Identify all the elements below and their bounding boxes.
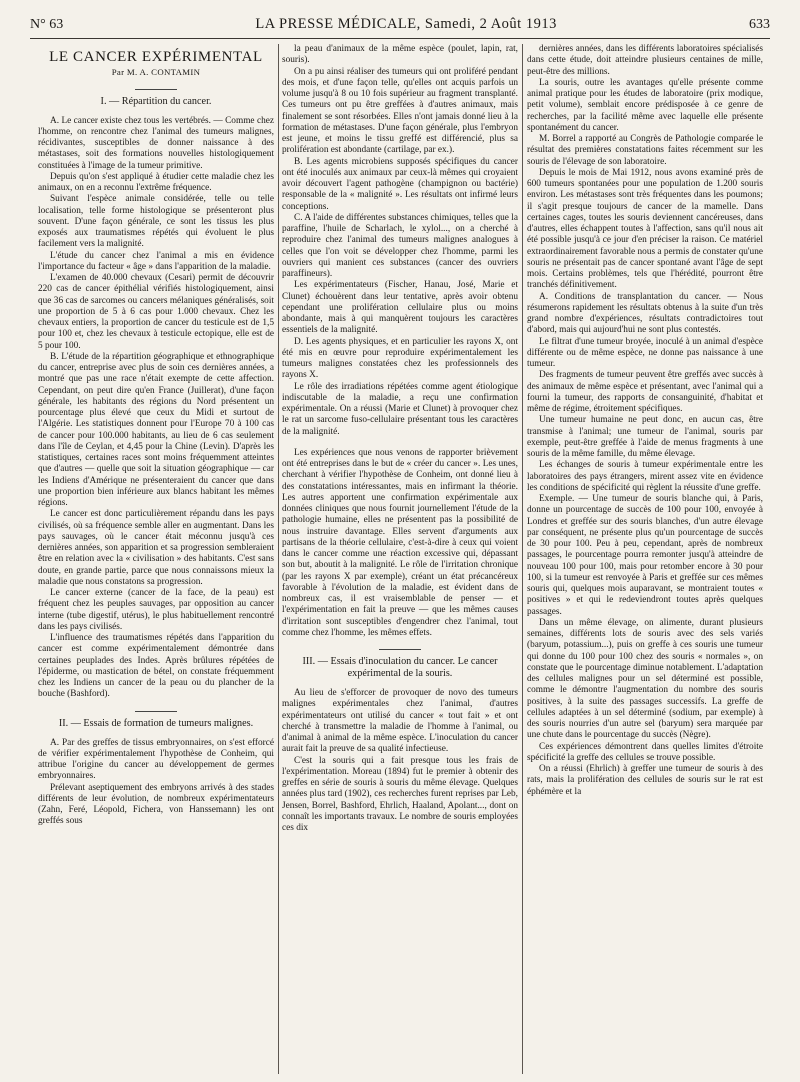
paragraph: La souris, outre les avantages qu'elle présente comme animal pratique pour les études de laboratoire (prix modique, petit volume), semblait encore prédisposée à ce genre de recherches, par la facilité même avec laquelle elle présente spontanément du cancer. xyxy=(527,77,763,133)
section-heading-text: II. — Essais de formation de tumeurs malignes. xyxy=(58,717,254,729)
paragraph: Des fragments de tumeur peuvent être greffés avec succès à des animaux de même espèce et présentant, avec l'animal qui a fourni la tumeur, des rapports de consanguinité, d'habitat et même de régime, étroitement spécifiques. xyxy=(527,370,763,414)
paragraph: C'est la souris qui a fait presque tous les frais de l'expérimentation. Moreau (1894) fut le premier à obtenir des greffes en série de souris à souris du même élevage. Quelques années plus tard (1902), ces recherches furent reprises par Leb, Jensen, Borrel, Bashford, Ehrlich, Haaland, Apolant..., dont on connaît les importants travaux. Le nombre de souris employées ces dix xyxy=(282,755,518,833)
article-title: LE CANCER EXPÉRIMENTAL xyxy=(49,49,263,65)
paragraph: D. Les agents physiques, et en particulier les rayons X, ont été mis en œuvre pour reproduire expérimentalement les tumeurs malignes constatées chez les professionnels des rayons X. xyxy=(282,336,518,381)
paragraph: Les expériences que nous venons de rapporter brièvement ont été entreprises dans le but de « créer du cancer ». Les unes, cherchant à vérifier l'hypothèse de Conheim, ont donné lieu à des constatations intéressantes, mais en infirmant la théorie. Les autres apportent une confirmation expérimentale aux données cliniques que nous fournit journellement l'étude de la pathologie humaine, elles ne présentent pas la possibilité de nous instruire davantage. Elles servent d'arguments aux partisans de la théorie cellulaire, c'est-à-dire à ceux qui voient dans le cancer comme une réaction excessive qui, dépassant son but, aboutit à la malignité. Le rôle de l'irritation chronique (par les rayons X par exemple), créant un état précancéreux favorable à l'évolution de la maladie, est évident dans de nombreux cas, il est vraisemblable de penser — et l'expérimentation en fait la preuve — que les mêmes causes d'irritation sont susceptibles d'engendrer chez l'animal, tout comme chez l'homme, les mêmes effets. xyxy=(282,447,518,638)
paragraph: Le rôle des irradiations répétées comme agent étiologique indiscutable de la maladie, a reçu une confirmation expérimentale. On a réussi (Marie et Clunet) à provoquer chez le rat un sarcome fuso-cellulaire présentant tous les caractères de la malignité. xyxy=(282,381,518,437)
section-heading xyxy=(282,649,518,680)
paragraph: M. Borrel a rapporté au Congrès de Pathologie comparée le résultat des premières constatations faites récemment sur les souris de l'élevage de son laboratoire. xyxy=(527,134,763,167)
section-rule xyxy=(379,649,421,650)
paragraph: Suivant l'espèce animale considérée, telle ou telle localisation, telle forme histologique se présenteront plus souvent. D'une façon générale, ce sont les tissus les plus exposés aux traumatismes répétés qui évoluent le plus facilement vers la malignité. xyxy=(38,194,274,250)
paragraph: L'étude du cancer chez l'animal a mis en évidence l'importance du facteur « âge » dans l'apparition de la maladie. xyxy=(38,250,274,272)
section-rule xyxy=(135,711,177,712)
paragraph: A. Conditions de transplantation du cancer. — Nous résumerons rapidement les résultats obtenus à la suite d'un très grand nombre d'expériences, résultats contradictoires tout d'abord, mais qui aujourd'hui ne sont plus contestés. xyxy=(527,291,763,336)
section-heading-text: III. — Essais d'inoculation du cancer. Le cancer expérimental de la souris. xyxy=(302,656,498,679)
paragraph: A. Par des greffes de tissus embryonnaires, on s'est efforcé de vérifier expérimentalement l'hypothèse de Conheim, qui attribue l'origine du cancer au développement de germes embryonnaires. xyxy=(38,737,274,782)
column-3 xyxy=(527,44,763,1082)
paragraph: Une tumeur humaine ne peut donc, en aucun cas, être transmise à l'animal; une tumeur de l'animal, souris par exemple, peut-être greffée à l'aide de menus fragments à une souris de la même famille, du même élevage. xyxy=(527,415,763,459)
paragraph: Les expérimentateurs (Fischer, Hanau, José, Marie et Clunet) échouèrent dans leur tentative, après avoir obtenu cependant une prolifération cellulaire plus ou moins abondante, mais à qui manquèrent toujours les caractères essentiels de la malignité. xyxy=(282,280,518,336)
paragraph: Prélevant aseptiquement des embryons arrivés à des stades différents de leur évolution, de nombreux expérimentateurs (Zahn, Feré, Léopold, Fichera, von Hanssemann) les ont greffés sous xyxy=(38,782,274,827)
paragraph: L'influence des traumatismes répétés dans l'apparition du cancer est comme expérimentalement démontrée dans certaines peuplades des Indes. Après brûlures répétées de l'épiderme, ou mastication de bétel, on constate fréquemment chez les Indiens un cancer de la peau ou du plancher de la bouche (Bashford). xyxy=(38,633,274,700)
column-divider xyxy=(522,44,523,1074)
paragraph: B. L'étude de la répartition géographique et ethnographique du cancer, entreprise avec plus de soin ces dernières années, a montré que pas une race n'était exempte de cette affection. Cependant, on peut dire qu'en France (Juillerat), d'une façon générale, les habitants des régions du Nord présentent un pourcentage plus élevé que ceux du Midi et surtout de l'Algérie. Les statistiques donnent pour l'Europe 70 à 100 cas de cancer pour 100.000 habitants, au lieu de 6 cas seulement dans l'île de Ceylan, et 4,45 pour la Chine (Levin). D'après les statistiques, certaines races sont moins fréquemment atteintes que d'autres — quelle que soit la situation géographique — car les Indiens d'Amérique ne présenteraient du cancer que dans une proportion bien inférieure aux blancs habitant les mêmes régions. xyxy=(38,351,274,508)
paragraph: Le cancer est donc particulièrement répandu dans les pays civilisés, où sa fréquence semble aller en augmentant. Dans les pays sauvages, où le cancer était méconnu jusqu'à ces dernières années, son apparition et sa progression sembleraient être en relation avec la « civilisation » des habitants. C'est sans doute, en grande partie, parce que nous connaissons mieux la maladie que nous constatons sa progression. xyxy=(38,509,274,587)
paragraph: Dans un même élevage, on alimente, durant plusieurs semaines, différents lots de souris avec des sels variés (baryum, potassium...), puis on greffe à ces souris une tumeur qui donne du 100 pour 100 chez des souris « normales », on constate que le pourcentage diminue notablement. L'adaptation des cellules malignes pour un sel déterminé est possible, comme le démontre l'augmentation du nombre des souris positives, à la suite des passages successifs. La greffe de cellules adaptées à un sel déterminé (sodium, par exemple) à des souris nourries d'un autre sel (baryum) sera marquée par une chute dans le pourcentage du succès (Nègre). xyxy=(527,617,763,741)
column-2 xyxy=(282,44,518,1082)
paragraph: Exemple. — Une tumeur de souris blanche qui, à Paris, donne un pourcentage de succès de 100 pour 100, envoyée à Londres et greffée sur des souris blanches, d'un autre élevage par conséquent, ne présente plus qu'un pourcentage de succès de 30 pour 100. Peu à peu, cependant, après de nombreux passages, le pourcentage pourra remonter jusqu'à atteindre de nouveau 100 pour 100, mais pour retomber encore à 30 pour 100, si la tumeur est renvoyée à Paris et greffée sur ces mêmes souris qui, quelques mois auparavant, se montraient toutes « positives » et qui le redeviendront toutes après quelques passages. xyxy=(527,494,763,617)
section-heading-text: I. — Répartition du cancer. xyxy=(100,95,212,107)
page-header xyxy=(30,16,770,39)
paragraph: Au lieu de s'efforcer de provoquer de novo des tumeurs malignes expérimentales chez l'animal, d'autres expérimentateurs ont utilisé du cancer « tout fait » et ont cherché à transmettre la maladie de l'homme à l'animal, ou d'animal à animal de la même espèce. L'inoculation du cancer aurait fait la preuve de sa qualité infectieuse. xyxy=(282,688,518,755)
issue-number: N° 63 xyxy=(30,17,64,32)
paragraph: C. A l'aide de différentes substances chimiques, telles que la paraffine, l'huile de Scharlach, le xylol..., on a cherché à reproduire chez l'animal des tumeurs malignes analogues à celles que l'on voit se développer chez l'homme, parmi les ouvriers qui manient ces substances (cancer des ouvriers paraffineurs). xyxy=(282,212,518,279)
section-heading xyxy=(38,89,274,108)
paragraph-gap xyxy=(282,438,518,448)
paragraph: A. Le cancer existe chez tous les vertébrés. — Comme chez l'homme, on rencontre chez l'animal des tumeurs malignes, récidivantes, susceptibles de donner naissance à des métastases, soit des formations nouvelles histologiquement constituées à l'image de la tumeur primitive. xyxy=(38,115,274,171)
paragraph: Depuis le mois de Mai 1912, nous avons examiné près de 600 tumeurs spontanées pour une population de 1.200 souris environ. Les métastases sont très fréquentes dans les poumons; il s'agit presque toujours de cancer de la mamelle. Dans certaines cages, toutes les souris deviennent cancéreuses, dans d'autres, elles échappent toutes à l'affection, sans qu'il nous ait été possible jusqu'à ce jour d'en préciser la raison. Ce matériel extraordinairement favorable nous a permis de constater qu'une souris ne présentait pas de cancer spontané avant l'âge de sept mois. Certains problèmes, tels que l'hérédité, pourront être tranchés définitivement. xyxy=(527,167,763,291)
paragraph: Depuis qu'on s'est appliqué à étudier cette maladie chez les animaux, on en a reconnu l'extrême fréquence. xyxy=(38,171,274,193)
page-number: 633 xyxy=(749,17,770,32)
paragraph: Les échanges de souris à tumeur expérimentale entre les laboratoires des pays étrangers, mirent assez vite en évidence les conditions de spécificité qui règlent la réussite d'une greffe. xyxy=(527,460,763,493)
paragraph: Le filtrat d'une tumeur broyée, inoculé à un animal d'espèce différente ou de même espèce, ne donne pas naissance à une tumeur. xyxy=(527,336,763,369)
paragraph: On a pu ainsi réaliser des tumeurs qui ont proliféré pendant des mois, et d'une façon telle, qu'elles ont acquis parfois un volume jusqu'à 8 ou 10 fois supérieur au fragment transplanté. Ces tumeurs ont pu être greffées à d'autres animaux, mais finalement se sont résorbées. Elles n'ont jamais donné lieu à la formation de métastases. D'une façon générale, plus l'embryon est jeune, et moins le tissu greffé est différencié, plus sa prolifération est abondante (cartilage, par ex.). xyxy=(282,66,518,156)
journal-title: LA PRESSE MÉDICALE, Samedi, 2 Août 1913 xyxy=(255,16,557,32)
paragraph: dernières années, dans les différents laboratoires spécialisés dans cette étude, doit atteindre plusieurs centaines de mille, peut-être des millions. xyxy=(527,44,763,77)
paragraph: L'examen de 40.000 chevaux (Cesari) permit de découvrir 220 cas de cancer épithélial vérifiés histologiquement, ainsi que 36 cas de sarcomes ou cancers mélaniques généralisés, soit une proportion de 5 à 6 cas pour 1.000 chevaux. Chez les chevaux entiers, la proportion de cancer du testicule est de 1,5 pour 100 et, chez les chevaux à testicule ectopique, elle est de 5 pour 100. xyxy=(38,273,274,351)
paragraph: la peau d'animaux de la même espèce (poulet, lapin, rat, souris). xyxy=(282,44,518,66)
section-heading xyxy=(38,711,274,730)
column-1 xyxy=(38,44,274,1082)
paragraph: On a réussi (Ehrlich) à greffer une tumeur de souris à des rats, mais la prolifération des cellules de souris sur le rat est éphémère et la xyxy=(527,764,763,797)
paragraph: Le cancer externe (cancer de la face, de la peau) est fréquent chez les peuples sauvages, par opposition au cancer interne (tube digestif, utérus), le plus habituellement rencontré dans les pays civilisés. xyxy=(38,588,274,632)
column-divider xyxy=(278,44,279,1074)
section-rule xyxy=(135,89,177,90)
paragraph: B. Les agents microbiens supposés spécifiques du cancer ont été inoculés aux animaux par ceux-là mêmes qui croyaient avoir découvert l'agent pathogène (champignon ou bactérie) responsable de la « malignité ». Les résultats ont infirmé leurs conceptions. xyxy=(282,156,518,212)
article-author: Par M. A. CONTAMIN xyxy=(111,67,201,78)
paragraph: Ces expériences démontrent dans quelles limites d'étroite spécificité la greffe des cellules se trouve possible. xyxy=(527,741,763,763)
